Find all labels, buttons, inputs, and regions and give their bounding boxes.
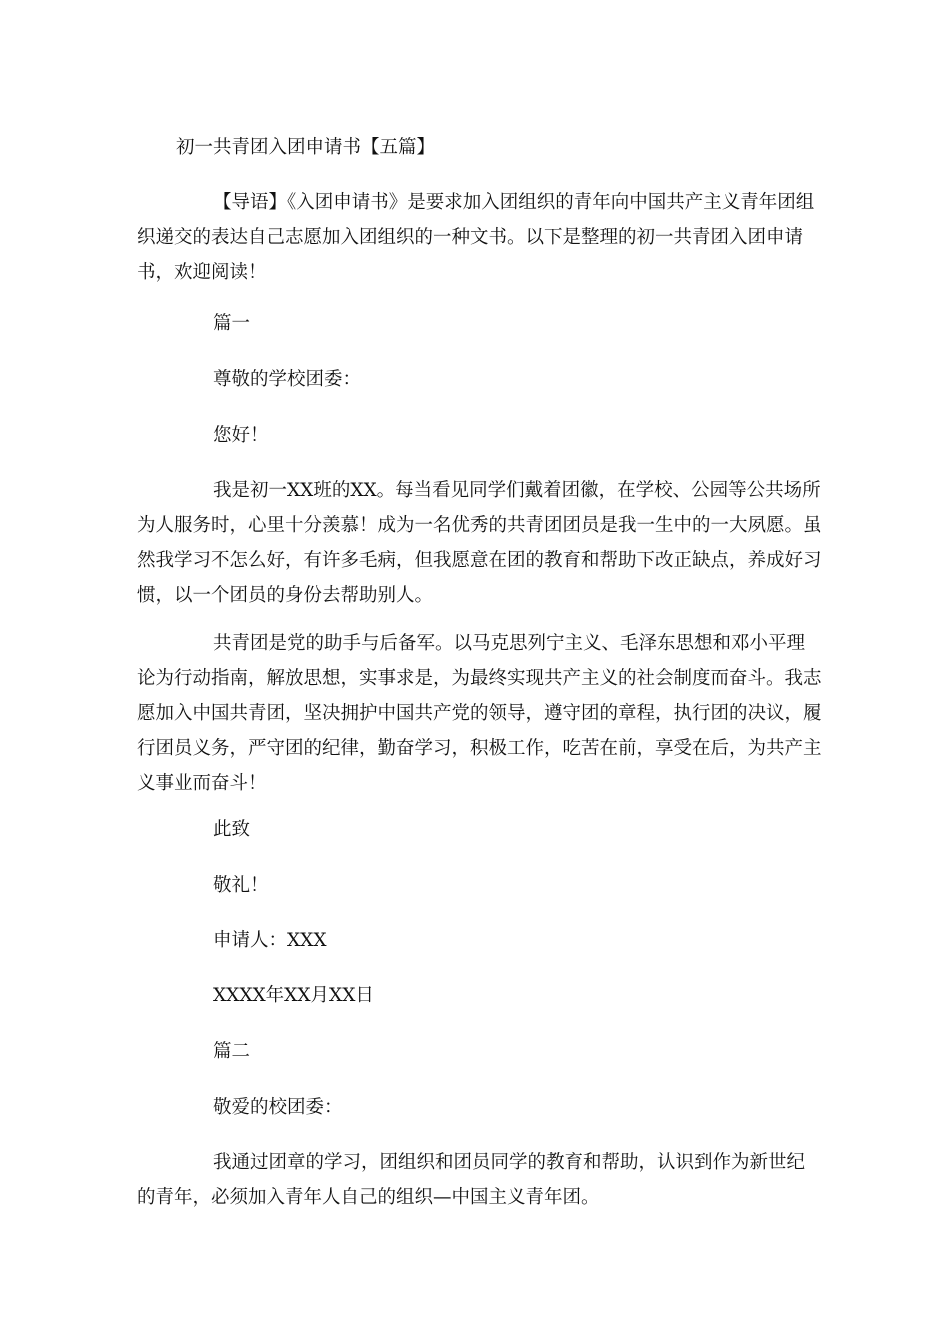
part1-paragraph-2: 共青团是党的助手与后备军。以马克思列宁主义、毛泽东思想和邓小平理论为行动指南，解放思想，实事求是，为最终实现共产主义的社会制度而奋斗。我志愿加入中国共青团，坚决拥护中国共产党的领导，遵守团的章程，执行团的决议，履行团员义务，严守团的纪律，勤奋学习，积极工作，吃苦在前，享受在后，为共产主义事业而奋斗！ — [137, 633, 822, 794]
part1-greeting: 您好！ — [213, 425, 269, 446]
intro-paragraph: 【导语】《入团申请书》是要求加入团组织的青年向中国共产主义青年团组织递交的表达自己志愿加入团组织的一种文书。以下是整理的初一共青团入团申请书，欢迎阅读！ — [137, 192, 815, 283]
part1-closing-line-2: 敬礼！ — [213, 875, 269, 896]
part1-date: XXXX年XX月XX日 — [213, 985, 374, 1006]
part1-heading: 篇一 — [213, 313, 251, 334]
document-title: 初一共青团入团申请书【五篇】 — [176, 137, 436, 158]
part2-heading: 篇二 — [213, 1041, 251, 1062]
part1-closing-line-1: 此致 — [213, 819, 251, 840]
part1-paragraph-1: 我是初一XX班的XX。每当看见同学们戴着团徽，在学校、公园等公共场所为人服务时，心里十分羡慕！成为一名优秀的共青团团员是我一生中的一大夙愿。虽然我学习不怎么好，有许多毛病，但我愿意在团的教育和帮助下改正缺点，养成好习惯，以一个团员的身份去帮助别人。 — [137, 480, 822, 606]
part1-applicant: 申请人：XXX — [213, 930, 327, 951]
part2-salutation: 敬爱的校团委： — [213, 1097, 343, 1118]
part2-paragraph-1: 我通过团章的学习，团组织和团员同学的教育和帮助，认识到作为新世纪的青年，必须加入青年人自己的组织—中国主义青年团。 — [137, 1152, 806, 1208]
part1-salutation: 尊敬的学校团委： — [213, 369, 362, 390]
